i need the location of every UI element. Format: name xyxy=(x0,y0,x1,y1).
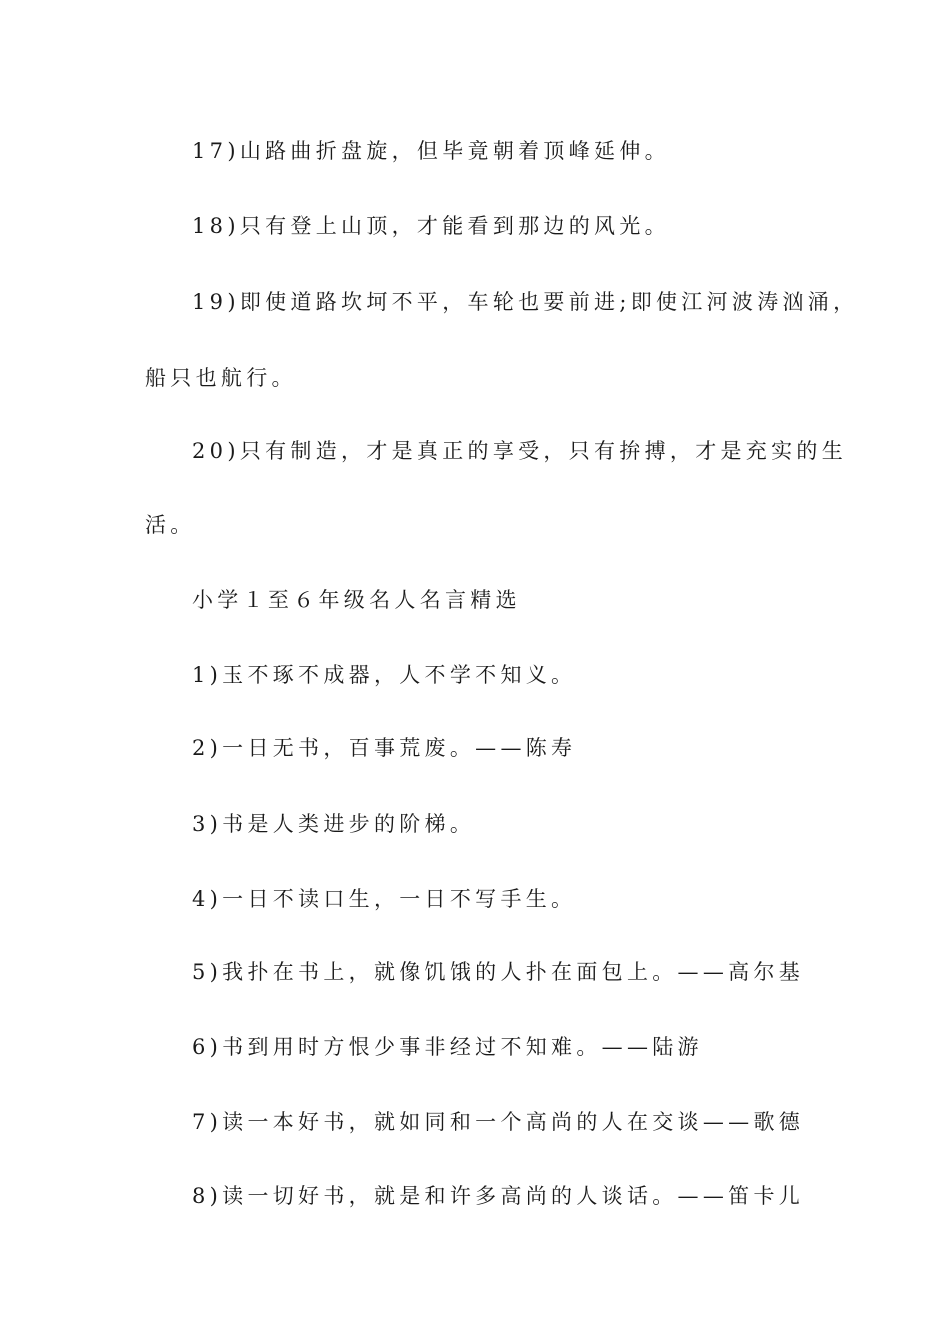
text-line-quote-18: 18)只有登上山顶，才能看到那边的风光。 xyxy=(192,214,670,238)
text-line-quote-19-continued: 船只也航行。 xyxy=(145,366,297,390)
text-line-quote-8: 8)读一切好书，就是和许多高尚的人谈话。——笛卡儿 xyxy=(192,1184,805,1208)
text-line-quote-17: 17)山路曲折盘旋，但毕竟朝着顶峰延伸。 xyxy=(192,139,670,163)
text-line-quote-20: 20)只有制造，才是真正的享受，只有拚搏，才是充实的生 xyxy=(192,439,848,463)
text-line-quote-7: 7)读一本好书，就如同和一个高尚的人在交谈——歌德 xyxy=(192,1110,805,1134)
section-heading: 小学１至６年级名人名言精选 xyxy=(192,588,521,612)
text-line-quote-1: 1)玉不琢不成器，人不学不知义。 xyxy=(192,663,577,687)
text-line-quote-4: 4)一日不读口生，一日不写手生。 xyxy=(192,887,577,911)
text-line-quote-5: 5)我扑在书上，就像饥饿的人扑在面包上。——高尔基 xyxy=(192,960,805,984)
text-line-quote-19: 19)即使道路坎坷不平，车轮也要前进;即使江河波涛汹涌， xyxy=(192,290,859,314)
text-line-quote-20-continued: 活。 xyxy=(145,513,196,537)
text-line-quote-3: 3)书是人类进步的阶梯。 xyxy=(192,812,476,836)
text-line-quote-6: 6)书到用时方恨少事非经过不知难。——陆游 xyxy=(192,1035,703,1059)
text-line-quote-2: 2)一日无书，百事荒废。——陈寿 xyxy=(192,736,577,760)
